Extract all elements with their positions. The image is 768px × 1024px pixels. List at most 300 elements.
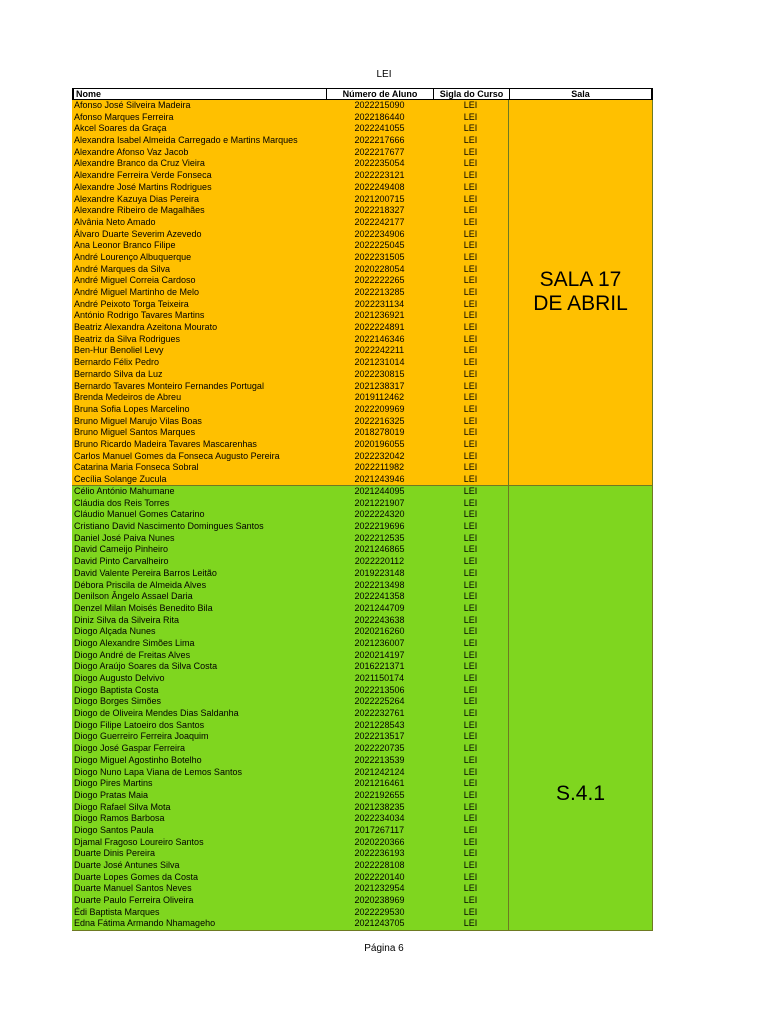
student-number: 2022219696: [354, 521, 405, 532]
student-number: 2022229530: [354, 906, 405, 917]
table-row: [72, 416, 508, 428]
student-number: 2021231014: [354, 357, 405, 368]
table-row: [72, 147, 508, 159]
room-label: [509, 268, 652, 316]
table-row: [72, 462, 508, 474]
student-number: 2022241055: [354, 123, 405, 134]
table-row: [72, 848, 508, 860]
course-code: LEI: [463, 216, 478, 227]
table-row: [72, 743, 508, 755]
student-number: 2022225264: [354, 696, 405, 707]
student-name: Denilson Ângelo Assael Daria: [74, 591, 193, 602]
table-row: [72, 404, 508, 416]
course-code: LEI: [463, 170, 478, 181]
student-name: Edna Fátima Armando Nhamageho: [74, 918, 216, 929]
table-row: [72, 252, 508, 264]
course-code: LEI: [463, 427, 478, 438]
course-code: LEI: [463, 158, 478, 169]
table-row: [72, 182, 508, 194]
student-name: Bernardo Félix Pedro: [74, 357, 160, 368]
student-number: 2022249408: [354, 181, 405, 192]
room-label: [509, 782, 652, 806]
student-name: Cecília Solange Zucula: [74, 474, 167, 484]
student-name: Álvaro Duarte Severim Azevedo: [74, 228, 202, 239]
table-row: [72, 603, 508, 615]
student-number: 2022236193: [354, 848, 405, 859]
table-row: [72, 287, 508, 299]
student-number: 2022215090: [354, 100, 405, 110]
course-code: LEI: [463, 146, 478, 157]
course-code: LEI: [463, 661, 478, 672]
student-number: 2021238235: [354, 801, 405, 812]
student-name: Alexandre Kazuya Dias Pereira: [74, 193, 200, 204]
student-number: 2022217666: [354, 135, 405, 146]
student-name: Catarina Maria Fonseca Sobral: [74, 462, 199, 473]
course-code: LEI: [463, 333, 478, 344]
student-name: António Rodrigo Tavares Martins: [74, 310, 205, 321]
student-name: Ben-Hur Benoliel Levy: [74, 345, 164, 356]
student-number: 2022231505: [354, 251, 405, 262]
student-number: 2022213285: [354, 287, 405, 297]
table-row: [72, 229, 508, 241]
course-code: LEI: [463, 123, 478, 134]
student-rows: [72, 100, 508, 486]
student-number: 2021238317: [354, 380, 405, 391]
student-number: 2022216325: [354, 415, 405, 426]
student-number: 2021246865: [354, 544, 405, 555]
student-number: 2020214197: [354, 649, 405, 660]
student-number: 2022232042: [354, 450, 405, 461]
student-number: 2022235054: [354, 158, 405, 169]
course-code: LEI: [463, 368, 478, 379]
table-row: [72, 357, 508, 369]
table-row: [72, 240, 508, 252]
table-row: [72, 556, 508, 568]
course-code: LEI: [463, 778, 478, 789]
table-row: [72, 580, 508, 592]
student-name: Djamal Fragoso Loureiro Santos: [74, 836, 204, 847]
table-row: [72, 638, 508, 650]
course-code: LEI: [463, 871, 478, 882]
student-number: 2016221371: [354, 661, 405, 672]
student-name: Diogo Araújo Soares da Silva Costa: [74, 661, 218, 672]
table-row: [72, 123, 508, 135]
table-row: [72, 194, 508, 206]
student-number: 2020228054: [354, 263, 405, 274]
table-row: [72, 439, 508, 451]
course-code: LEI: [463, 322, 478, 333]
table-row: [72, 264, 508, 276]
course-code: LEI: [463, 614, 478, 625]
table-header: [72, 88, 653, 100]
student-name: Célio António Mahumane: [74, 486, 175, 496]
student-number: 2022213498: [354, 579, 405, 590]
student-number: 2022220112: [354, 556, 405, 567]
column-header-sigla: Sigla do Curso: [433, 89, 509, 99]
course-code: LEI: [463, 602, 478, 613]
student-name: Alvânia Neto Amado: [74, 216, 156, 227]
course-code: LEI: [463, 438, 478, 449]
course-code: LEI: [463, 906, 478, 917]
student-number: 2022224891: [354, 322, 405, 333]
course-code: LEI: [463, 789, 478, 800]
course-code: LEI: [463, 521, 478, 532]
table-row: [72, 299, 508, 311]
table-row: [72, 427, 508, 439]
table-row: [72, 918, 508, 930]
course-code: LEI: [463, 205, 478, 216]
course-code: LEI: [463, 486, 478, 496]
table-row: [72, 673, 508, 685]
course-code: LEI: [463, 193, 478, 204]
table-row: [72, 626, 508, 638]
room-label-line: S.4.1: [555, 782, 606, 805]
table-row: [72, 708, 508, 720]
student-name: Diogo Augusto Delvivo: [74, 673, 165, 683]
student-number: 2020196055: [354, 438, 405, 449]
course-code: LEI: [463, 684, 478, 695]
student-number: 2020216260: [354, 626, 405, 637]
student-number: 2021150174: [354, 673, 405, 683]
student-name: Bernardo Tavares Monteiro Fernandes Portugal: [74, 380, 264, 391]
student-number: 2022234906: [354, 228, 405, 239]
course-code: LEI: [463, 743, 478, 754]
student-number: 2018278019: [354, 427, 405, 438]
table-row: [72, 860, 508, 872]
student-name: Diogo Rafael Silva Mota: [74, 801, 171, 812]
student-number: 2019112462: [354, 392, 405, 403]
table-row: [72, 685, 508, 697]
student-name: Alexandre Branco da Cruz Vieira: [74, 158, 205, 169]
student-name: Afonso José Silveira Madeira: [74, 100, 191, 110]
student-name: Bruna Sofia Lopes Marcelino: [74, 403, 190, 414]
student-name: Duarte Lopes Gomes da Costa: [74, 871, 199, 882]
table-row: [72, 544, 508, 556]
student-name: Diogo Alexandre Simões Lima: [74, 637, 195, 648]
student-name: André Lourenço Albuquerque: [74, 251, 192, 262]
student-name: André Miguel Correia Cardoso: [74, 275, 196, 286]
student-name: Diogo Alçada Nunes: [74, 626, 156, 637]
course-code: LEI: [463, 860, 478, 870]
student-name: Duarte José Antunes Silva: [74, 860, 180, 870]
student-name: Alexandre Afonso Vaz Jacob: [74, 146, 189, 157]
student-name: David Valente Pereira Barros Leitão: [74, 567, 217, 578]
course-code: LEI: [463, 263, 478, 274]
student-name: Diogo Guerreiro Ferreira Joaquim: [74, 731, 209, 742]
table-row: [72, 521, 508, 533]
table-row: [72, 872, 508, 884]
student-name: Duarte Dinis Pereira: [74, 848, 156, 859]
course-code: LEI: [463, 240, 478, 251]
student-number: 2022213506: [354, 684, 405, 695]
table-row: [72, 100, 508, 112]
table-row: [72, 322, 508, 334]
course-code: LEI: [463, 403, 478, 414]
room-cell: [508, 100, 653, 485]
student-name: Diogo de Oliveira Mendes Dias Saldanha: [74, 708, 239, 719]
course-code: LEI: [463, 649, 478, 660]
student-name: Débora Priscila de Almeida Alves: [74, 579, 207, 590]
course-code: LEI: [463, 836, 478, 847]
table-row: [72, 392, 508, 404]
student-number: 2022213539: [354, 754, 405, 765]
student-number: 2021243705: [354, 918, 405, 929]
student-name: Ana Leonor Branco Filipe: [74, 240, 176, 251]
table-row: [72, 731, 508, 743]
student-number: 2021244095: [354, 486, 405, 496]
table-row: [72, 755, 508, 767]
student-name: Diogo Borges Simões: [74, 696, 162, 707]
course-code: LEI: [463, 813, 478, 824]
student-name: Diniz Silva da Silveira Rita: [74, 614, 180, 625]
table-row: [72, 334, 508, 346]
table-row: [72, 767, 508, 779]
course-code: LEI: [463, 275, 478, 286]
student-name: Akcel Soares da Graça: [74, 123, 167, 134]
course-code: LEI: [463, 567, 478, 578]
student-number: 2021236921: [354, 310, 405, 321]
course-code: LEI: [463, 100, 478, 110]
student-rows: [72, 486, 508, 930]
student-name: Alexandre Ferreira Verde Fonseca: [74, 170, 212, 181]
table-row: [72, 158, 508, 170]
student-name: Cristiano David Nascimento Domingues Santos: [74, 521, 264, 532]
course-code: LEI: [463, 895, 478, 906]
table-row: [72, 895, 508, 907]
table-row: [72, 568, 508, 580]
student-number: 2022234034: [354, 813, 405, 824]
student-name: Diogo Nuno Lapa Viana de Lemos Santos: [74, 766, 242, 777]
course-code: LEI: [463, 532, 478, 543]
student-number: 2022220140: [354, 871, 405, 882]
table-row: [72, 813, 508, 825]
course-code: LEI: [463, 474, 478, 484]
course-code: LEI: [463, 673, 478, 683]
course-code: LEI: [463, 509, 478, 520]
student-name: Duarte Manuel Santos Neves: [74, 883, 192, 894]
student-number: 2022217677: [354, 146, 405, 157]
student-number: 2021244709: [354, 602, 405, 613]
student-number: 2022212535: [354, 532, 405, 543]
course-code: LEI: [463, 637, 478, 648]
student-name: David Cameijo Pinheiro: [74, 544, 169, 555]
student-name: Afonso Marques Ferreira: [74, 111, 174, 122]
student-number: 2021216461: [354, 778, 405, 789]
table-row: [72, 310, 508, 322]
table-row: [72, 790, 508, 802]
student-number: 2019223148: [354, 567, 405, 578]
table-row: [72, 369, 508, 381]
course-code: LEI: [463, 380, 478, 391]
student-name: Beatriz Alexandra Azeitona Mourato: [74, 322, 218, 333]
course-code: LEI: [463, 462, 478, 473]
table-row: [72, 345, 508, 357]
student-number: 2022222265: [354, 275, 405, 286]
student-number: 2022242211: [354, 345, 405, 356]
student-name: Carlos Manuel Gomes da Fonseca Augusto Pereira: [74, 450, 280, 461]
course-code: LEI: [463, 801, 478, 812]
student-name: Bruno Ricardo Madeira Tavares Mascarenhas: [74, 438, 257, 449]
student-number: 2021228543: [354, 719, 405, 730]
table-row: [72, 615, 508, 627]
table-row: [72, 883, 508, 895]
student-number: 2022230815: [354, 368, 405, 379]
course-code: LEI: [463, 556, 478, 567]
student-number: 2022186440: [354, 111, 405, 122]
course-code: LEI: [463, 848, 478, 859]
table-row: [72, 275, 508, 287]
column-header-nome: Nome: [72, 89, 326, 99]
course-code: LEI: [463, 731, 478, 742]
course-code: LEI: [463, 450, 478, 461]
student-name: Diogo Pratas Maia: [74, 789, 149, 800]
course-code: LEI: [463, 181, 478, 192]
room-group-s-4-1: [72, 486, 653, 931]
student-name: Diogo André de Freitas Alves: [74, 649, 191, 660]
student-name: Daniel José Paiva Nunes: [74, 532, 175, 543]
student-number: 2022231134: [354, 298, 405, 309]
student-number: 2022218327: [354, 205, 405, 216]
student-name: Diogo José Gaspar Ferreira: [74, 743, 186, 754]
course-code: LEI: [463, 357, 478, 368]
student-number: 2022243638: [354, 614, 405, 625]
table-row: [72, 498, 508, 510]
student-name: Bruno Miguel Marujo Vilas Boas: [74, 415, 202, 426]
student-number: 2021232954: [354, 883, 405, 894]
table-row: [72, 205, 508, 217]
table-row: [72, 509, 508, 521]
course-code: LEI: [463, 626, 478, 637]
table-row: [72, 170, 508, 182]
course-code: LEI: [463, 228, 478, 239]
table-row: [72, 907, 508, 919]
student-name: Cláudia dos Reis Torres: [74, 497, 170, 508]
student-name: Diogo Ramos Barbosa: [74, 813, 165, 824]
table-row: [72, 825, 508, 837]
course-code: LEI: [463, 708, 478, 719]
table-row: [72, 802, 508, 814]
student-number: 2022213517: [354, 731, 405, 742]
sheet-title: LEI: [376, 69, 392, 80]
course-code: LEI: [463, 345, 478, 356]
table-row: [72, 217, 508, 229]
course-code: LEI: [463, 298, 478, 309]
table-row: [72, 381, 508, 393]
table-row: [72, 112, 508, 124]
student-name: Cláudio Manuel Gomes Catarino: [74, 509, 205, 520]
student-name: Bernardo Silva da Luz: [74, 368, 163, 379]
student-number: 2022223121: [354, 170, 405, 181]
student-number: 2022192655: [354, 789, 405, 800]
student-number: 2022211982: [354, 462, 405, 473]
student-name: Bruno Miguel Santos Marques: [74, 427, 196, 438]
course-code: LEI: [463, 415, 478, 426]
student-name: Diogo Santos Paula: [74, 824, 154, 835]
student-number: 2021200715: [354, 193, 405, 204]
student-name: Beatriz da Silva Rodrigues: [74, 333, 181, 344]
student-number: 2022225045: [354, 240, 405, 251]
student-number: 2022228108: [354, 860, 405, 870]
course-code: LEI: [463, 135, 478, 146]
course-code: LEI: [463, 696, 478, 707]
table-row: [72, 533, 508, 545]
student-number: 2022224320: [354, 509, 405, 520]
table-row: [72, 720, 508, 732]
student-number: 2021221907: [354, 497, 405, 508]
student-name: David Pinto Carvalheiro: [74, 556, 169, 567]
room-group-sala-17-de-abril: [72, 100, 653, 486]
column-header-sala: Sala: [509, 89, 653, 99]
course-code: LEI: [463, 918, 478, 929]
student-name: Duarte Paulo Ferreira Oliveira: [74, 895, 194, 906]
student-name: André Peixoto Torga Teixeira: [74, 298, 189, 309]
course-code: LEI: [463, 310, 478, 321]
room-label-line: DE ABRIL: [533, 292, 628, 315]
table-row: [72, 778, 508, 790]
student-number: 2022209969: [354, 403, 405, 414]
course-code: LEI: [463, 883, 478, 894]
table-row: [72, 591, 508, 603]
course-code: LEI: [463, 287, 478, 297]
student-name: André Marques da Silva: [74, 263, 171, 274]
table-row: [72, 135, 508, 147]
student-name: Diogo Miguel Agostinho Botelho: [74, 754, 202, 765]
student-number: 2022220735: [354, 743, 405, 754]
student-number: 2022232761: [354, 708, 405, 719]
student-number: 2021236007: [354, 637, 405, 648]
course-code: LEI: [463, 766, 478, 777]
course-code: LEI: [463, 579, 478, 590]
course-code: LEI: [463, 111, 478, 122]
student-name: Brenda Medeiros de Abreu: [74, 392, 182, 403]
room-label-line: SALA 17: [539, 268, 622, 291]
student-number: 2022241358: [354, 591, 405, 602]
student-number: 2017267117: [354, 824, 405, 835]
room-cell: [508, 486, 653, 930]
student-name: Alexandre Ribeiro de Magalhães: [74, 205, 205, 216]
student-number: 2021242124: [354, 766, 405, 777]
student-number: 2021243946: [354, 474, 405, 484]
student-name: Alexandre José Martins Rodrigues: [74, 181, 212, 192]
table-row: [72, 451, 508, 463]
table-row: [72, 486, 508, 498]
course-code: LEI: [463, 392, 478, 403]
table-row: [72, 650, 508, 662]
table-row: [72, 837, 508, 849]
table-row: [72, 696, 508, 708]
student-name: André Miguel Martinho de Melo: [74, 287, 200, 297]
table-row: [72, 474, 508, 486]
course-code: LEI: [463, 544, 478, 555]
student-name: Alexandra Isabel Almeida Carregado e Martins Marques: [74, 135, 298, 146]
page-number: Página 6: [364, 943, 404, 954]
course-code: LEI: [463, 591, 478, 602]
course-code: LEI: [463, 824, 478, 835]
column-header-numero: Número de Aluno: [326, 89, 433, 99]
student-number: 2020238969: [354, 895, 405, 906]
course-code: LEI: [463, 719, 478, 730]
student-number: 2020220366: [354, 836, 405, 847]
student-number: 2022242177: [354, 216, 405, 227]
course-code: LEI: [463, 754, 478, 765]
course-code: LEI: [463, 251, 478, 262]
student-name: Diogo Pires Martins: [74, 778, 153, 789]
student-name: Diogo Filipe Latoeiro dos Santos: [74, 719, 205, 730]
table-row: [72, 661, 508, 673]
course-code: LEI: [463, 497, 478, 508]
student-name: Denzel Milan Moisés Benedito Bila: [74, 602, 213, 613]
student-name: Diogo Baptista Costa: [74, 684, 159, 695]
